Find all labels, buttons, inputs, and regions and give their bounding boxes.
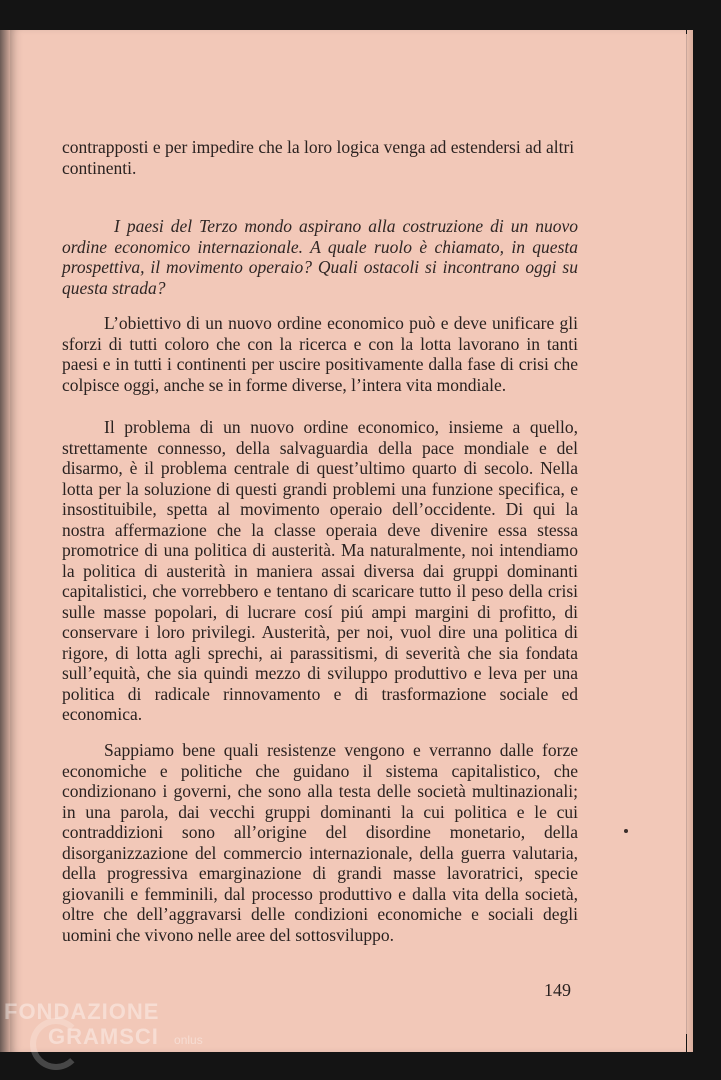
watermark-suffix: onlus bbox=[174, 1033, 203, 1047]
answer-paragraph-2: Il problema di un nuovo ordine economico, insieme a quello, strettamente connesso, della salvaguardia della pace mondiale e del disarmo, è il problema centrale di quest’ultimo quarto di secolo. Nella lotta per la soluzione di questi grandi problemi una funzione specifica, e insostituibile, spetta al movimento operaio dell’occidente. Di qui la nostra affermazione che la classe operaia deve divenire essa stessa promotrice di una politica di austerità. Ma naturalmente, noi intendiamo la politica di austerità in maniera assai diversa dai gruppi dominanti capitalistici, che vorrebbero e tentano di scaricare tutto il peso della crisi sulle masse popolari, di lucrare cosí piú ampi margini di profitto, di conservare i loro privilegi. Austerità, per noi, vuol dire una politica di rigore, di lotta agli sprechi, ai parassitismi, di severità che sia fondata sull’equità, che sia quindi mezzo di sviluppo produttivo e leva per una politica di radicale rinnovamento e di trasformazione sociale ed economica. bbox=[62, 417, 578, 724]
watermark-line-2: GRAMSCI bbox=[48, 1024, 159, 1049]
answer-paragraph-1: L’obiettivo di un nuovo ordine economico può e deve unificare gli sforzi di tutti coloro che con la ricerca e con la lotta lavorano in tanti paesi e in tutti i continenti per uscire positivamente dalla fase di crisi che colpisce oggi, anche se in forme diverse, l’intera vita mondiale. bbox=[62, 313, 578, 395]
book-gutter bbox=[0, 30, 10, 1052]
watermark-line-1: FONDAZIONE bbox=[4, 999, 160, 1024]
page-edge bbox=[687, 30, 693, 1052]
answer-paragraph-3: Sappiamo bene quali resistenze vengono e verranno dalle forze economiche e politiche che guidano il sistema capitalistico, che condizionano i governi, che sono alla testa delle società multinazionali; in una parola, dai vecchi gruppi dominanti la cui politica e le cui contraddizioni sono all’origine del disordine monetario, della disorganizzazione del commercio internazionale, della guerra valutaria, della progressiva emarginazione di grandi masse lavoratrici, specie giovanili e femminili, dal processo produttivo e dalla vita della società, oltre che dell’aggravarsi delle condizioni economiche e sociali degli uomini che vivono nelle aree del sottosviluppo. bbox=[62, 740, 578, 945]
watermark bbox=[4, 1001, 203, 1051]
ink-speck bbox=[624, 829, 628, 833]
interview-question: I paesi del Terzo mondo aspirano alla costruzione di un nuovo ordine economico internazionale. A quale ruolo è chiamato, in questa prospettiva, il movimento operaio? Quali ostacoli si incontrano oggi su questa strada? bbox=[62, 216, 578, 298]
paragraph-continuation: contrapposti e per impedire che la loro logica venga ad estendersi ad altri continenti. bbox=[62, 137, 575, 178]
page-number: 149 bbox=[544, 980, 571, 1000]
watermark-line-2-wrap bbox=[48, 1026, 203, 1051]
